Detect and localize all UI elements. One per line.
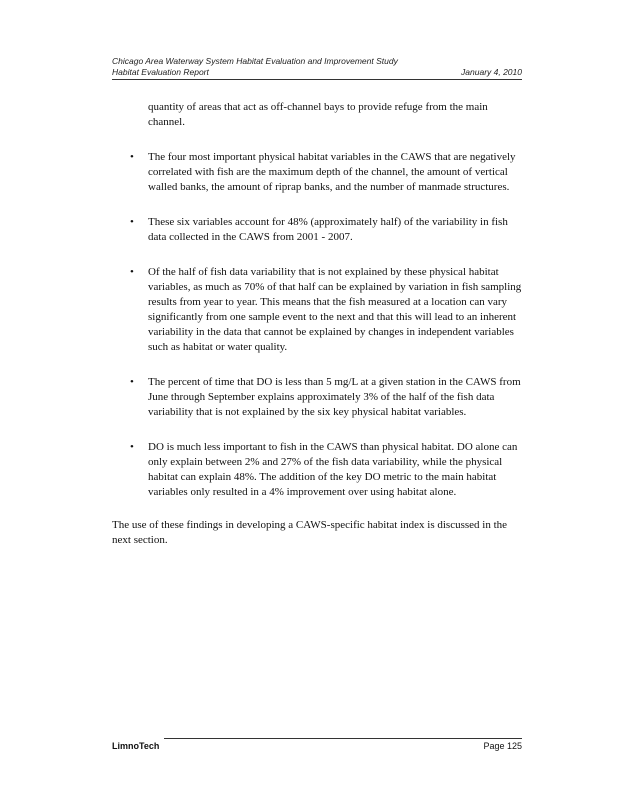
footer-rule	[164, 738, 522, 739]
header-rule	[112, 79, 522, 80]
list-item-text: DO is much less important to fish in the CAWS than physical habitat. DO alone can only explain between 2% and 27% of the fish data variability, while the physical habitat can explain 48%. The addition of the key DO metric to the main habitat variables only resulted in a 4% improvement over using habitat alone.	[148, 441, 518, 498]
page-footer	[112, 738, 522, 751]
list-item-text: The four most important physical habitat variables in the CAWS that are negatively correlated with fish are the maximum depth of the channel, the amount of vertical walled banks, the amount of riprap banks, and the number of manmade structures.	[148, 151, 516, 193]
bullet-icon: •	[130, 376, 134, 388]
list-item	[112, 215, 524, 245]
list-item	[112, 440, 524, 500]
bullet-icon: •	[130, 151, 134, 163]
list-item-text: The percent of time that DO is less than 5 mg/L at a given station in the CAWS from June through September explains approximately 3% of the half of the fish data variability that is not explained by the six key physical habitat variables.	[148, 376, 521, 418]
page-number: Page 125	[483, 741, 522, 751]
bullet-icon: •	[130, 216, 134, 228]
list-item	[112, 265, 524, 355]
bullet-icon: •	[130, 266, 134, 278]
findings-list	[112, 150, 524, 500]
page-header	[112, 56, 522, 80]
list-item-text: These six variables account for 48% (approximately half) of the variability in fish data collected in the CAWS from 2001 - 2007.	[148, 216, 508, 243]
header-row	[112, 67, 522, 78]
list-item-text: Of the half of fish data variability that is not explained by these physical habitat variables, as much as 70% of that half can be explained by variation in fish sampling results from year to year. This means that the fish measured at a location can vary significantly from one sample event to the next and that this will lead to an inherent variability in the data that cannot be explained by changes in independent variables such as habitat or water quality.	[148, 266, 522, 353]
report-date: January 4, 2010	[461, 67, 522, 77]
list-item	[112, 375, 524, 420]
list-item	[112, 150, 524, 195]
footer-row	[112, 741, 522, 751]
company-name: LimnoTech	[112, 741, 160, 751]
continuation-paragraph: quantity of areas that act as off-channel bays to provide refuge from the main channel.	[148, 101, 488, 128]
bullet-icon: •	[130, 441, 134, 453]
report-title: Habitat Evaluation Report	[112, 67, 209, 77]
study-title: Chicago Area Waterway System Habitat Evaluation and Improvement Study	[112, 56, 398, 66]
closing-paragraph: The use of these findings in developing a CAWS-specific habitat index is discussed in the next section.	[112, 519, 508, 546]
body-content	[112, 100, 524, 559]
